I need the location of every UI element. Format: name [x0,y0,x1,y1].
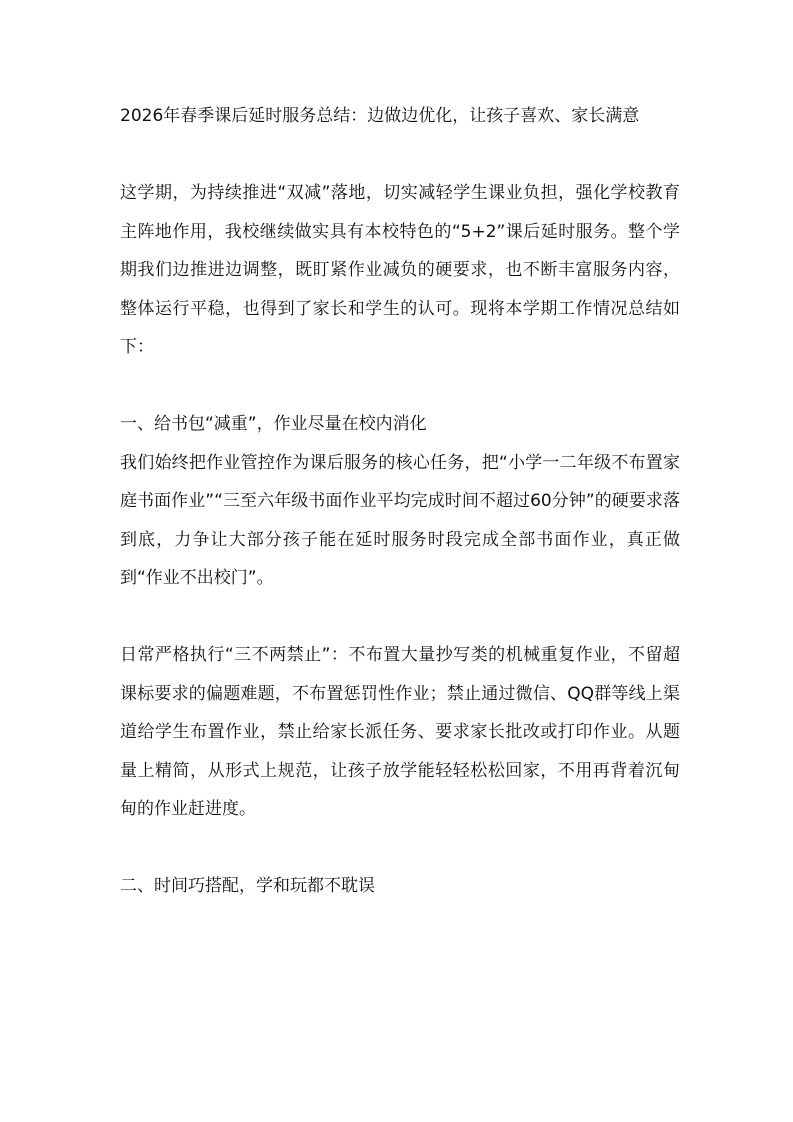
blank-line [120,598,680,637]
intro-paragraph: 这学期，为持续推进“双减”落地，切实减轻学生课业负担，强化学校教育主阵地作用，我校继续做实具有本校特色的“5+2”课后延时服务。整个学期我们边推进边调整，既盯紧作业减负的硬要求，也不断丰富服务内容，整体运行平稳，也得到了家长和学生的认可。现将本学期工作情况总结如下： [120,183,680,357]
blank-line [120,367,680,406]
section-heading-2: 二、时间巧搭配，学和玩都不耽误 [120,876,375,896]
section-heading-1: 一、给书包“减重”，作业尽量在校内消化 [120,414,427,434]
document-body [120,97,680,906]
document-title: 2026年春季课后延时服务总结：边做边优化，让孩子喜欢、家长满意 [120,106,640,126]
section-1-paragraph-2: 日常严格执行“三不两禁止”：不布置大量抄写类的机械重复作业，不留超课标要求的偏题难题，不布置惩罚性作业；禁止通过微信、QQ群等线上渠道给学生布置作业，禁止给家长派任务、要求家长批改或打印作业。从题量上精简，从形式上规范，让孩子放学能轻轻松松回家，不用再背着沉甸甸的作业赶进度。 [120,645,680,819]
blank-line [120,136,680,175]
section-1-paragraph-1: 我们始终把作业管控作为课后服务的核心任务，把“小学一二年级不布置家庭书面作业”“三至六年级书面作业平均完成时间不超过60分钟”的硬要求落到底，力争让大部分孩子能在延时服务时段完成全部书面作业，真正做到“作业不出校门”。 [120,452,680,588]
blank-line [120,829,680,868]
